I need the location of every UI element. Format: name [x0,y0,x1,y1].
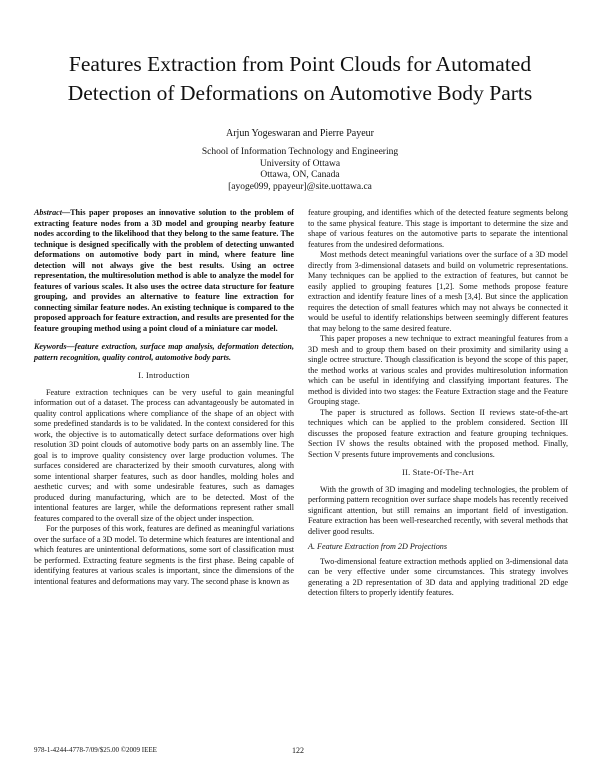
affiliation-location: Ottawa, ON, Canada [260,170,340,181]
section-heading-introduction: I. Introduction [138,371,190,380]
abstract [34,208,294,334]
abstract-text: —This paper proposes an innovative solution to the problem of extracting feature nodes from a 3D model and grouping nearby feature nodes according to the likelihood that they belong to the same feature. The technique is designed specifically with the problem of detecting unwanted deformations on automotive body part in mind, where feature line detection will not always give the best results. Using an octree representation, the multiresolution method is able to analyze the model for features of various scales. It also uses the octree data structure for feature grouping, and provides an alternative to feature line extraction for connecting similar feature nodes. An existing technique is compared to the proposed approach for feature extraction, and results are presented for the feature grouping method using a point cloud of a miniature car model. [34,208,294,333]
intro-paragraph-6: The paper is structured as follows. Section II reviews state-of-the-art techniques which can be applied to the problem considered. Section III discusses the proposed feature extraction and feature grouping techniques. Section IV shows the results obtained with the proposed method. Finally, Section V presents future improvements and conclusions. [308,407,568,459]
section-heading-state-of-the-art: II. State-Of-The-Art [402,468,474,477]
right-column [308,208,568,599]
footer-copyright: 978-1-4244-4778-7/09/$25.00 ©2009 IEEE [34,746,157,754]
left-column [34,208,294,587]
affiliation-school: School of Information Technology and Engineering [201,146,399,157]
paper-title [20,50,580,108]
intro-paragraph-4: Most methods detect meaningful variations over the surface of a 3D model directly from 3-dimensional datasets and build on volumetric representations. Many techniques can be applied to the extraction of features, but cannot be easily applied to grouping features [1,2]. Some methods propose feature extraction and identify feature lines of a mesh [3,4]. But since the application requires the detection of small features which may not always be connected it would be useful to identify relationships between seemingly different features that may belong to the same desired feature. [308,250,568,333]
page-number: 122 [292,746,304,755]
title-line-2: Detection of Deformations on Automotive Body Parts [67,81,533,105]
affiliation-university: University of Ottawa [259,158,341,169]
intro-paragraph-5: This paper proposes a new technique to extract meaningful features from a 3D mesh and to group them based on their proximity and similarity using a single octree structure. Though classification is beyond the scope of this paper, the method works at various scales and provides multiresolution information which can be useful in identifying and classifying important features. The method is divided into two stages: the Feature Extraction stage and the Feature Grouping stage. [308,334,568,406]
intro-paragraph-2: For the purposes of this work, features are defined as meaningful variations over the surface of a 3D model. To determine which features are intentional and which features are unintentional deformations, some sort of classification must be performed. Extracting feature segments is the first phase. Being capable of identifying features at various scales is important, since the dimensions of the intentional features and deformations may vary. The second phase is known as [34,524,294,586]
keywords: Keywords—feature extraction, surface map analysis, deformation detection, pattern recognition, quality control, automotive body parts. [34,342,294,362]
intro-paragraph-3: feature grouping, and identifies which of the detected feature segments belong to the same physical feature. This stage is important to determine the size and shape of various features on the automotive parts to separate the intentional features from the undesired deformations. [308,208,568,249]
subsection-heading-2d-projections: A. Feature Extraction from 2D Projections [308,542,448,551]
sota-paragraph-1: With the growth of 3D imaging and modeling technologies, the problem of performing pattern recognition over surface shape models has recently received significant attention, but still remains an important field of investigation. Feature extraction has been well-researched recently, with several methods that deliver good results. [308,484,568,536]
author-block [150,128,450,194]
author-names: Arjun Yogeswaran and Pierre Payeur [225,128,375,139]
author-emails: [ayoge099, ppayeur]@site.uottawa.ca [228,182,372,193]
intro-paragraph-1: Feature extraction techniques can be very useful to gain meaningful information out of a dataset. The process can advantageously be automated in quality control applications where compliance of the shape of an object with some predefined standards is to be validated. In the context considered for this work, the objective is to automatically detect surface deformations over high resolution 3D point clouds of automotive body parts on an assembly line. The goal is to improve quality consistency over large production volumes. The surfaces considered are characterized by their smooth curvatures, along with some intentional sharper features, such as door handles, molding holes and aesthetic curves; and with some undesirable features, such as damages produced during manufacturing, which are to be detected. Most of the intentional features are larger, while the deformations represent rather small features compared to the overall size of the object under inspection. [34,387,294,523]
title-line-1: Features Extraction from Point Clouds for Automated [68,52,532,76]
abstract-label: Abstract [34,208,62,217]
subsection-paragraph-1: Two-dimensional feature extraction methods applied on 3-dimensional data can be very effective under some circumstances. This strategy involves generating a 2D representation of 3D data and applying traditional 2D edge detection filters to properly identify features. [308,556,568,597]
